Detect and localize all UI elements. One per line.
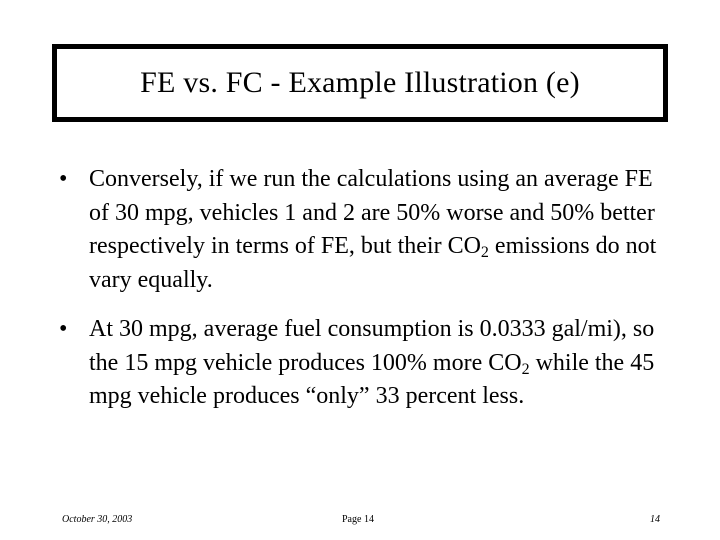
footer-page-number: 14 bbox=[650, 514, 660, 525]
bullet-text-1-part2: emissions do not vary equally. bbox=[89, 233, 657, 293]
bullet-item-1 bbox=[59, 163, 659, 297]
co2-subscript: 2 bbox=[480, 244, 489, 261]
bullet-text-2 bbox=[89, 313, 659, 414]
bullet-text-1 bbox=[89, 163, 659, 297]
bullet-text-2-part2: while the 45 mpg vehicle produces “only” 33 percent less. bbox=[89, 349, 655, 409]
bullet-text-1-part1: Conversely, if we run the calculations using an average FE of 30 mpg, vehicles 1 and 2 are 50% worse and 50% better respectively in terms of FE, but their CO bbox=[89, 166, 655, 259]
bullet-text-2-part1: At 30 mpg, average fuel consumption is 0.0333 gal/mi), so the 15 mpg vehicle produces 100% more CO bbox=[89, 316, 655, 376]
footer-page-label: Page 14 bbox=[342, 514, 374, 525]
bullet-item-2 bbox=[59, 313, 659, 414]
footer-date: October 30, 2003 bbox=[62, 514, 133, 525]
bullet-icon: • bbox=[59, 316, 68, 342]
slide-title: FE vs. FC - Example Illustration (e) bbox=[140, 66, 580, 99]
title-box bbox=[52, 44, 668, 122]
co2-subscript: 2 bbox=[521, 360, 530, 378]
bullet-icon: • bbox=[59, 166, 68, 192]
